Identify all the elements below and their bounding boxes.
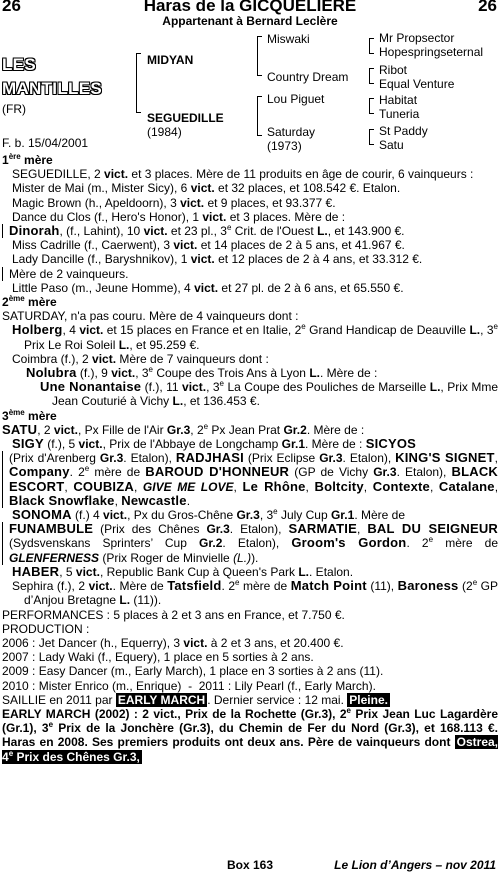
catalogue-body	[2, 153, 498, 764]
horse-birth: F. b. 15/04/2001	[2, 136, 89, 150]
lot-number-right: 26	[478, 0, 497, 15]
pedigree-dam-year: (1984)	[147, 125, 182, 139]
pedigree-bracket-dds	[369, 129, 374, 145]
production-item: 2007 : Lady Waki (f., Equery), 1 place en 5 sorties à 2 ans.	[2, 650, 314, 665]
pedigree-sdd: Equal Venture	[379, 77, 455, 91]
produce-item: Miss Cadrille (f., Caerwent), 3 vict. et 14 places de 2 à 5 ans, et 41.967 €.	[12, 238, 405, 253]
lot-number-left: 26	[2, 0, 21, 15]
pedigree-ddd: Satu	[379, 138, 404, 152]
produce-item: Little Paso (m., Jeune Homme), 4 vict. et 27 pl. de 2 à 6 ans, et 65.550 €.	[12, 280, 404, 295]
pedigree-bracket-dss	[369, 98, 374, 114]
produce-item: HABER, 5 vict., Republic Bank Cup à Queen's Park L.. Etalon.	[12, 563, 354, 579]
produce-item: Magic Brown (h., Apeldoorn), 3 vict. et 9 places, et 93.377 €.	[12, 195, 336, 210]
produce-item: Lady Dancille (f., Baryshnikov), 1 vict. et 12 places de 2 à 4 ans, et 33.312 €.	[12, 252, 423, 267]
box-number: Box 163	[226, 858, 274, 872]
second-dam-summary: SATURDAY, n'a pas couru. Mère de 4 vainqueurs dont :	[2, 309, 299, 324]
pedigree-ds: Lou Piguet	[267, 92, 325, 106]
stallion-note: EARLY MARCH (2002) : 2 vict., Prix de la Rochette (Gr.3), 2e Prix Jean Luc Lagardère (Gr.1), 3e Prix de la Jonchère (Gr.3), du Chemin de Fer du Nord (Gr.3), et 168.113 €. Haras en 2008. Ses premiers produits ont deux ans. Père de vainqueurs dont Ostrea, 4e Prix des Chênes Gr.3,	[2, 705, 498, 764]
produce-subitem: Nolubra (f.), 9 vict., 3e Coupe des Trois Ans à Lyon L.. Mère de :	[26, 365, 378, 381]
produce-item: Sephira (f.), 2 vict.. Mère de Tatsfield. 2e mère de Match Point (11), Baroness (2e GP d’Anjou Bretagne L. (11)).	[12, 578, 498, 608]
production-item: 2010 : Mister Enrico (m., Enrique) - 2011 : Lily Pearl (f., Early March).	[2, 678, 376, 693]
horse-name-line1: LES	[2, 55, 36, 74]
pedigree-dss: Habitat	[379, 93, 418, 107]
pedigree-dsd: Tuneria	[379, 107, 420, 121]
produce-item: Holberg, 4 vict. et 15 places en France et en Italie, 2e Grand Handicap de Deauville L., 3e Prix Le Roi Soleil L., et 95.259 €.	[12, 322, 498, 352]
first-dam-summary: SEGUEDILLE, 2 vict. et 3 places. Mère de 11 produits en âge de courir, 6 vainqueurs :	[12, 167, 474, 182]
produce-subitem: (Prix d'Arenberg Gr.3. Etalon), RADJHASI (Prix Eclipse Gr.3. Etalon), KING'S SIGNET, Company. 2e mère de BAROUD D'HONNEUR (GP de Vichy Gr.3. Etalon), BLACK ESCORT, COUBIZA, GIVE ME LOVE, Le Rhône, Boltcity, Contexte, Catalane, Black Snowflake, Newcastle.	[2, 451, 498, 508]
horse-country: (FR)	[2, 102, 26, 116]
pedigree-bracket-sire	[136, 53, 141, 113]
pedigree-bracket-sds	[369, 68, 374, 84]
pedigree-dd: Saturday	[267, 125, 316, 139]
production-item: 2009 : Easy Dancer (m., Early March), 1 place en 3 sorties à 2 ans (11).	[2, 664, 384, 679]
sale-place: Le Lion d’Angers – nov 2011	[334, 858, 496, 872]
production-heading: PRODUCTION :	[2, 621, 90, 636]
section-second-dam: 2ème mère	[2, 294, 57, 310]
performances: PERFORMANCES : 5 places à 2 et 3 ans en France, et 7.750 €.	[2, 607, 345, 622]
section-third-dam: 3ème mère	[2, 407, 57, 423]
pedigree-dd-year: (1973)	[267, 139, 302, 153]
pedigree-sd: Country Dream	[267, 70, 349, 84]
section-first-dam: 1ère mère	[2, 152, 53, 167]
farm-name: Haras de la GICQUELIERE	[143, 0, 357, 15]
pedigree-bracket-ds	[257, 96, 262, 136]
owner-line: Appartenant à Bernard Leclère	[162, 14, 338, 28]
pedigree-ss: Miswaki	[267, 32, 310, 46]
pedigree-dam: SEGUEDILLE	[147, 111, 224, 125]
third-dam-summary: SATU, 2 vict., Px Fille de l'Air Gr.3, 2e Px Jean Prat Gr.2. Mère de :	[2, 421, 365, 437]
produce-subsubitem: Une Nonantaise (f.), 11 vict., 3e La Coupe des Pouliches de Marseille L., Prix Mme Jean Couturié à Vichy L., et 136.453 €.	[40, 379, 499, 409]
production-item: 2006 : Jet Dancer (h., Equerry), 3 vict. à 2 et 3 ans, et 20.400 €.	[2, 635, 344, 650]
produce-item: Coimbra (f.), 2 vict. Mère de 7 vainqueurs dont :	[12, 351, 269, 366]
pedigree-ssd: Hopespringseternal	[379, 45, 484, 59]
horse-name-line2: MANTILLES	[2, 79, 102, 98]
produce-subitem: Mère de 2 vainqueurs.	[2, 267, 498, 281]
pedigree-sire: MIDYAN	[147, 53, 194, 67]
produce-subitem: Dinorah, (f., Lahint), 10 vict. et 23 pl., 3e Crit. de l'Ouest L., et 143.900 €.	[2, 224, 498, 238]
pedigree-sss: Mr Propsector	[379, 31, 455, 45]
pedigree-sds: Ribot	[379, 63, 408, 77]
pedigree-bracket-sss	[369, 38, 374, 54]
produce-subitem: FUNAMBULE (Prix des Chênes Gr.3. Etalon), SARMATIE, BAL DU SEIGNEUR (Sydsvenskans Sprinters’ Cup Gr.2. Etalon), Groom's Gordon. 2e mère de GLENFERNESS (Prix Roger de Minvielle (L.)).	[2, 522, 498, 565]
produce-item: SONOMA (f.) 4 vict., Px du Gros-Chêne Gr.3, 3e July Cup Gr.1. Mère de	[12, 507, 406, 523]
produce-item: SIGY (f.), 5 vict., Prix de l'Abbaye de Longchamp Gr.1. Mère de : SICYOS	[12, 436, 417, 452]
page-footer	[0, 858, 500, 874]
produce-item: Mister de Mai (m., Mister Sicy), 6 vict. et 32 places, et 108.542 €. Etalon.	[12, 181, 401, 196]
covering-info: SAILLIE en 2011 par EARLY MARCH . Dernier service : 12 mai. Pleine.	[2, 692, 388, 707]
produce-item: Dance du Clos (f., Hero's Honor), 1 vict. et 3 places. Mère de :	[12, 209, 346, 224]
pedigree-dds: St Paddy	[379, 124, 428, 138]
pedigree-bracket-ss	[257, 36, 262, 76]
